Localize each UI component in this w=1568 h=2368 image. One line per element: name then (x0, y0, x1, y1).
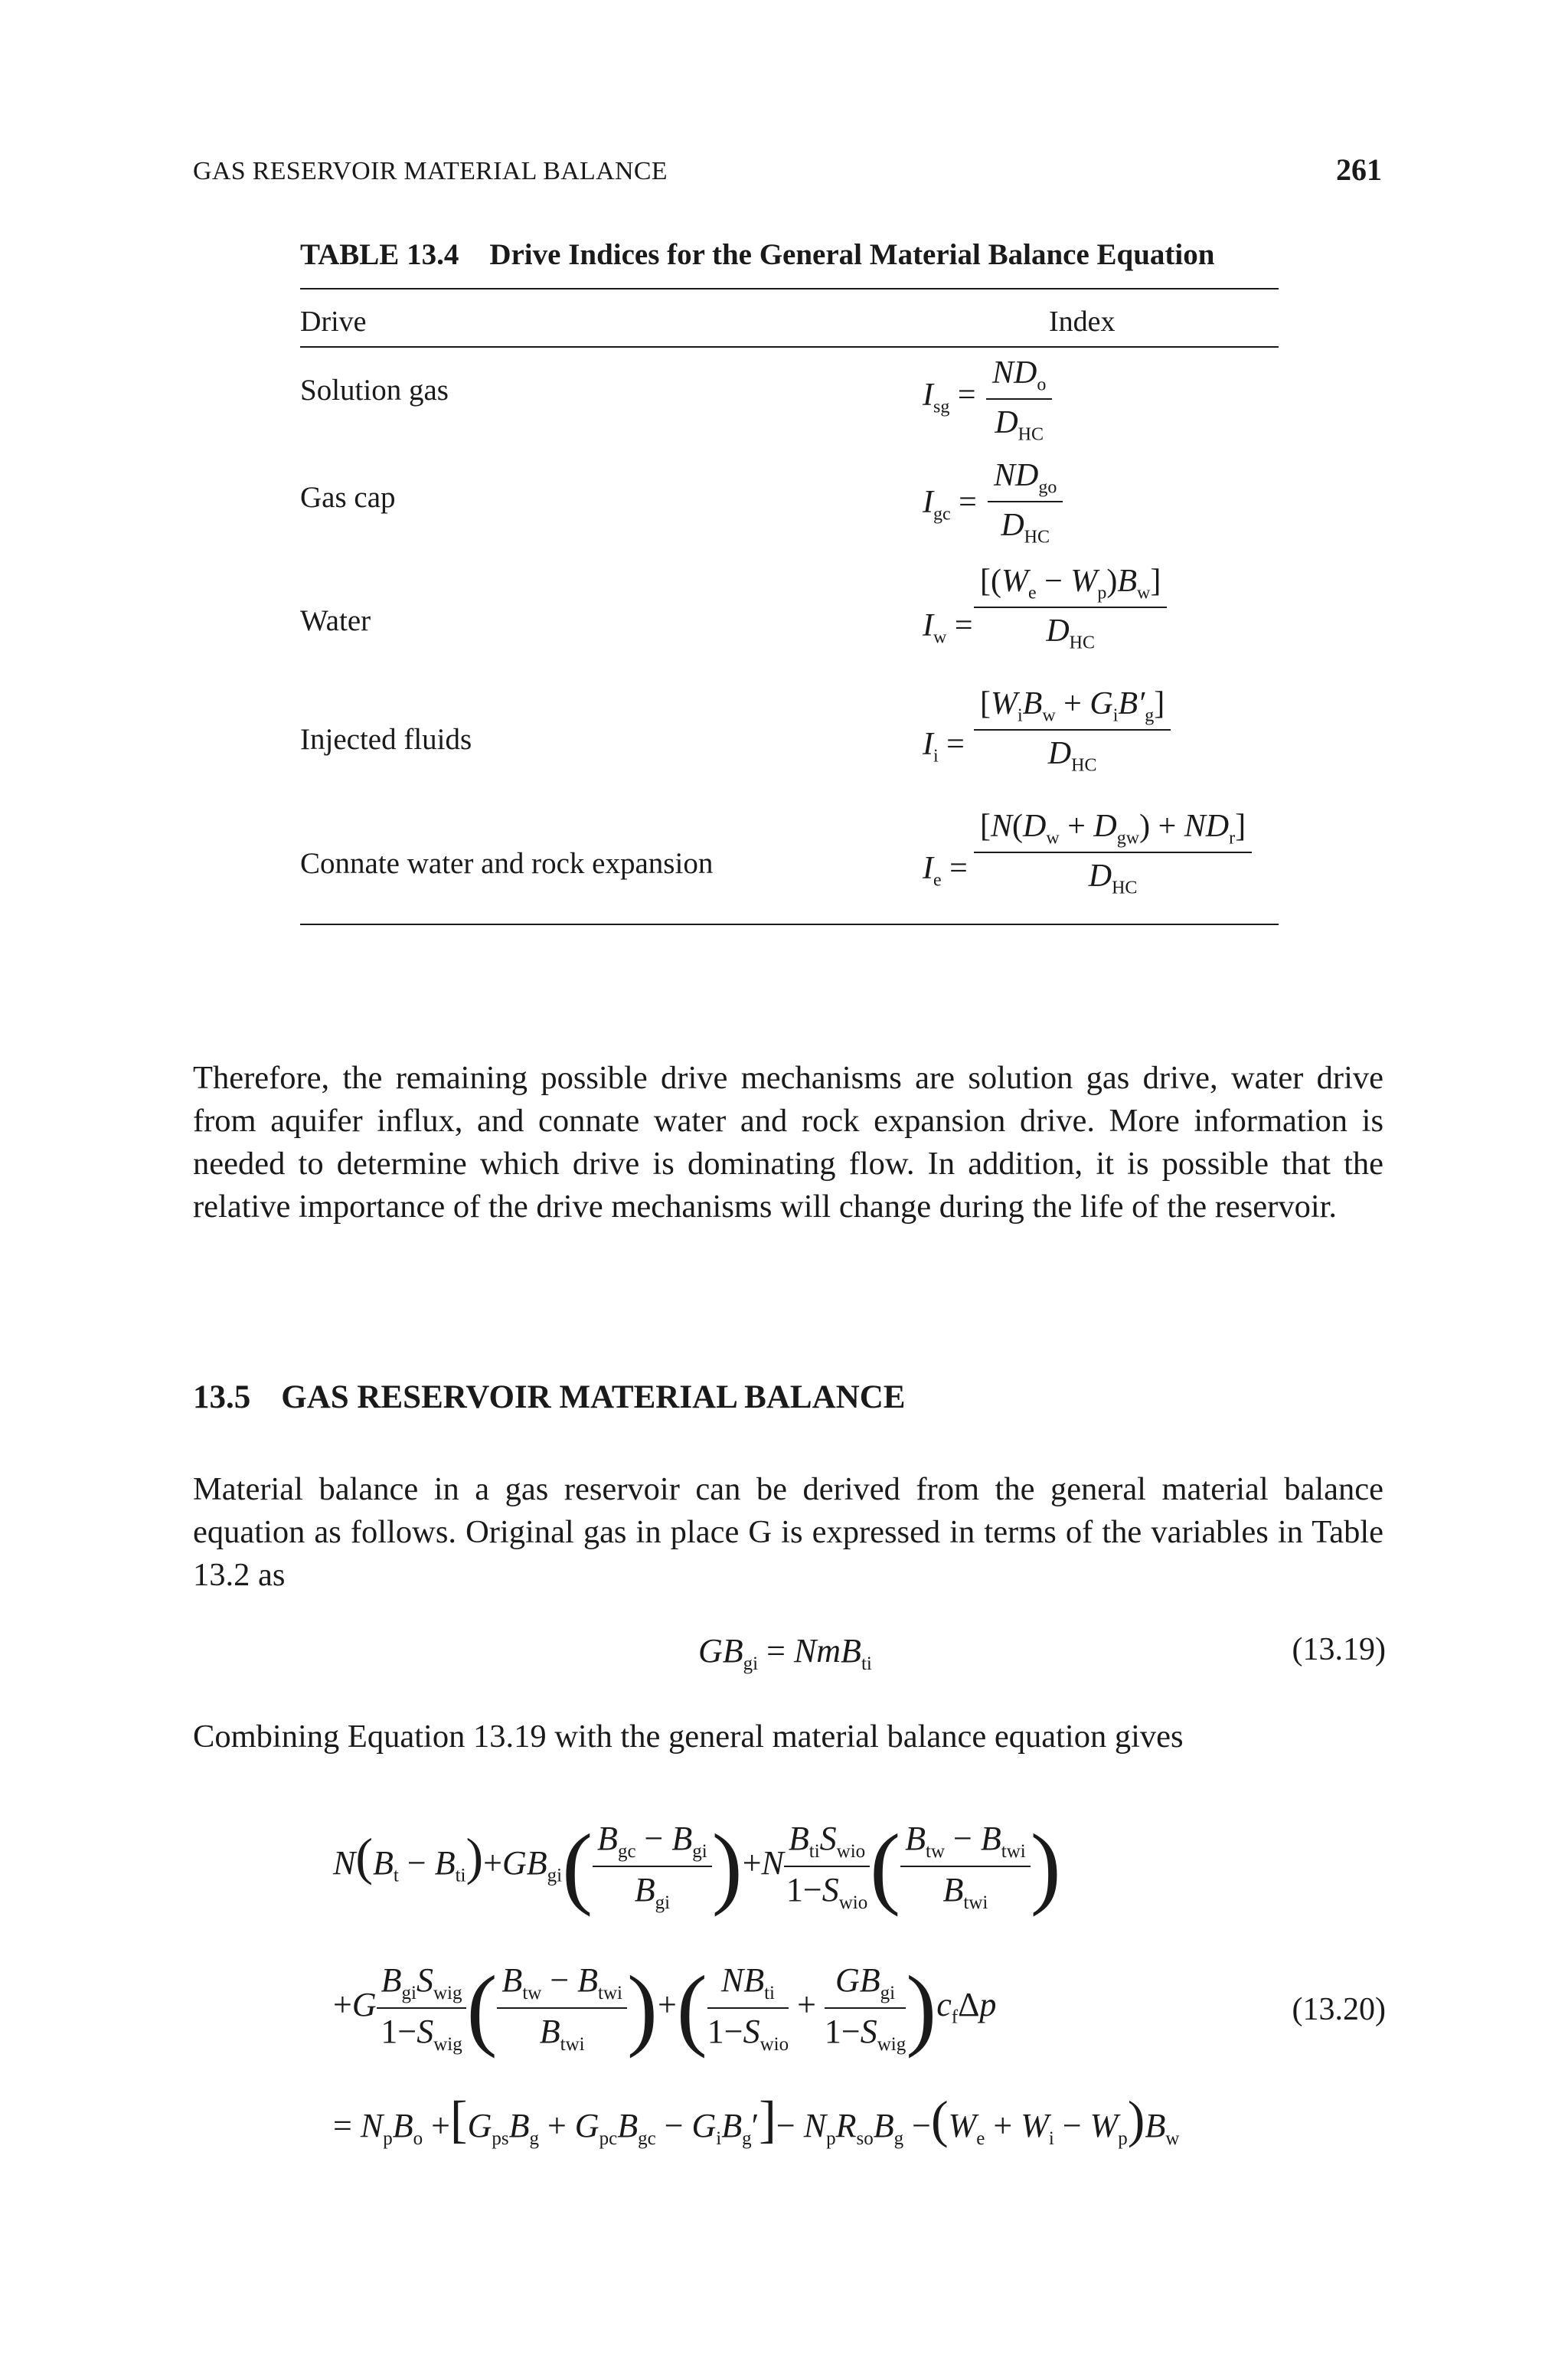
table-caption (300, 237, 1214, 272)
body-paragraph: Combining Equation 13.19 with the general material balance equation gives (193, 1719, 1184, 1755)
table-caption-title: Drive Indices for the General Material Balance Equation (489, 238, 1215, 271)
equation-13-20-line-3: = $N_pB_o +[G_{ps}B_g + G_{pc}B_{gc} - G_iB_g']- N_pR_{so}B_g -(W_e + W_i - W_p)B_w$ (333, 2090, 1180, 2149)
equation-number: (13.19) (1292, 1632, 1386, 1667)
running-head: GAS RESERVOIR MATERIAL BALANCE (193, 157, 668, 185)
table-header-rule (300, 346, 1279, 348)
column-header-drive: Drive (300, 306, 367, 338)
index-water-lhs: $I_w$ = (923, 608, 973, 648)
index-connate-fraction: $[N(D_w + D_{gw}) + ND_r]$ $D_{HC}$ (974, 808, 1252, 899)
table-row-drive: Injected fluids (300, 723, 472, 756)
equation-13-19: $GB_{gi} = NmB_{ti}$ (698, 1632, 872, 1674)
index-gas-cap-fraction: $ND_{go}$ $D_{HC}$ (988, 457, 1063, 548)
page-number: 261 (1336, 152, 1382, 187)
table-row-drive: Solution gas (300, 374, 449, 407)
table-row-drive: Water (300, 604, 371, 637)
index-connate-lhs: $I_e$ = (923, 851, 968, 891)
equation-number: (13.20) (1292, 1992, 1386, 2027)
index-solution-gas-lhs: $I_{sg}$ = (923, 378, 976, 417)
table-bottom-rule (300, 924, 1279, 925)
section-heading (193, 1379, 905, 1416)
equation-13-20-line-1: $N(B_t - B_{ti})+GB_{gi}$( $B_{gc} - B_{gi}$ $B_{gi}$ )+N $B_{ti}S_{wio}$ $1-S_{wio}$ ( $B_{tw} - B_{twi}$ $B_{twi}$ ) (333, 1814, 1061, 1917)
index-water-fraction: $[(W_e - W_p)B_w]$ $D_{HC}$ (974, 563, 1167, 654)
table-row-drive: Connate water and rock expansion (300, 847, 714, 880)
body-paragraph: Material balance in a gas reservoir can be derived from the general material balance equation as follows. Original gas in place G is expressed in terms of the variables in Table 13.2 as (193, 1471, 1383, 1593)
index-injected-fraction: $[W_iB_w + G_iB'_g]$ $D_{HC}$ (974, 685, 1171, 777)
column-header-index: Index (1049, 306, 1116, 338)
table-caption-number: TABLE 13.4 (300, 238, 459, 271)
index-gas-cap-lhs: $I_{gc}$ = (923, 485, 977, 525)
equation-13-20-line-2: +G $B_{gi}S_{wig}$ $1-S_{wig}$ ( $B_{tw} - B_{twi}$ $B_{twi}$ )+( $NB_{ti}$ $1-S_{wio}$ + $GB_{gi}$ $1-S_{wig}$ )$c_f\Delta p$ (333, 1956, 997, 2059)
table-row-drive: Gas cap (300, 481, 396, 514)
table-top-rule (300, 288, 1279, 289)
section-title: GAS RESERVOIR MATERIAL BALANCE (281, 1379, 906, 1415)
body-paragraph: Therefore, the remaining possible drive mechanisms are solution gas drive, water drive from aquifer influx, and connate water and rock expansion drive. More information is needed to determine which drive is dominating flow. In addition, it is possible that the relative importance of the drive mechanisms will change during the life of the reservoir. (193, 1060, 1383, 1225)
section-number: 13.5 (193, 1379, 251, 1415)
index-injected-lhs: $I_i$ = (923, 727, 965, 767)
index-solution-gas-fraction: $ND_o$ $D_{HC}$ (986, 355, 1052, 446)
